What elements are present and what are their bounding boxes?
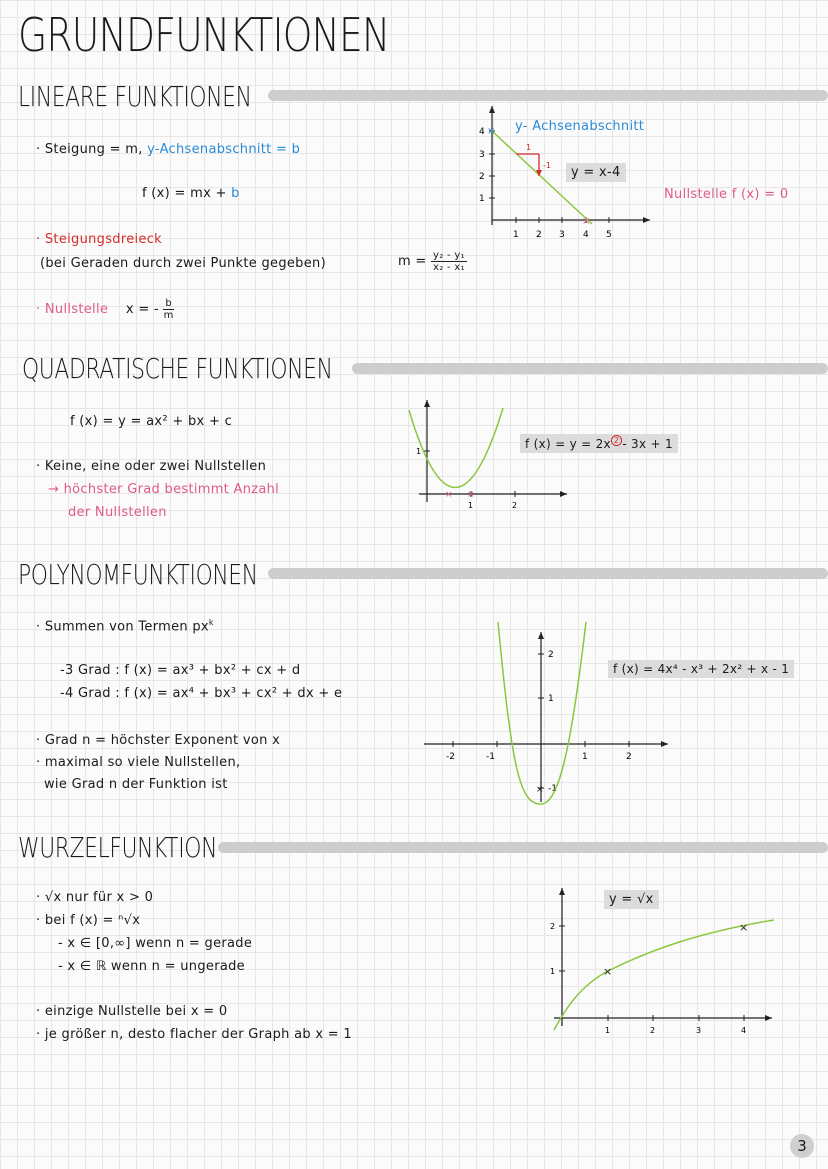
root-line2-text: bei f (x) = ⁿ√x xyxy=(44,913,141,928)
heading-root: WURZELFUNKTION xyxy=(18,831,218,864)
poly-note1: · Grad n = höchster Exponent von x xyxy=(36,733,281,748)
quad-note2: → höchster Grad bestimmt Anzahl xyxy=(48,482,280,497)
linear-formula-text: f (x) = mx + xyxy=(142,186,227,201)
intercept-label: y-Achsenabschnitt = b xyxy=(147,142,301,157)
page-title: GRUNDFUNKTIONEN xyxy=(18,8,390,62)
svg-text:×: × xyxy=(467,490,475,500)
poly-ytick-1: 1 xyxy=(548,694,554,704)
quad-note1: · Keine, eine oder zwei Nullstellen xyxy=(36,459,267,474)
svg-text:×: × xyxy=(536,785,544,795)
lin-xtick-1: 1 xyxy=(513,230,519,240)
poly-degree4: -4 Grad : f (x) = ax⁴ + bx³ + cx² + dx + e xyxy=(60,686,343,701)
root-equation: y = √x xyxy=(604,890,659,909)
root-note2-text: je größer n, desto flacher der Graph ab x = 1 xyxy=(44,1027,352,1042)
root-note1-text: einzige Nullstelle bei x = 0 xyxy=(44,1004,228,1019)
quadratic-graph xyxy=(405,398,575,516)
root-xtick-3: 3 xyxy=(696,1026,702,1035)
poly-xtick-1: 1 xyxy=(582,752,588,762)
root-line4: - x ∈ ℝ wenn n = ungerade xyxy=(58,959,245,974)
linear-formula xyxy=(142,186,240,201)
quad-eq-post: - 3x + 1 xyxy=(622,437,673,451)
zero-line: · Nullstelle x = - $\frac{b}{m}$ xyxy=(36,298,174,321)
zero-numerator: b xyxy=(165,298,173,309)
svg-text:×: × xyxy=(603,965,613,978)
poly-note2-text: maximal so viele Nullstellen, xyxy=(44,755,241,770)
triangle-label: · Steigungsdreieck xyxy=(36,232,162,247)
heading-bar xyxy=(352,363,828,374)
root-curve xyxy=(554,920,774,1030)
quad-xtick-1: 1 xyxy=(468,501,474,510)
lin-xtick-3: 3 xyxy=(559,230,565,240)
root-ytick-1: 1 xyxy=(550,967,556,976)
m-denominator: x₂ - x₁ xyxy=(433,262,465,273)
zero-formula: x = - xyxy=(125,302,159,317)
m-label: m = xyxy=(398,254,427,269)
linear-equation: y = x-4 xyxy=(566,163,626,182)
lin-xtick-2: 2 xyxy=(536,230,542,240)
root-ytick-2: 2 xyxy=(550,922,556,931)
lin-ytick-4: 4 xyxy=(479,127,485,137)
heading-bar xyxy=(268,568,828,579)
poly-line1-text: Summen von Termen px xyxy=(44,619,209,635)
zero-label: Nullstelle xyxy=(44,302,109,317)
poly-degree3: -3 Grad : f (x) = ax³ + bx² + cx + d xyxy=(60,663,301,678)
poly-xtick-2: 2 xyxy=(626,752,632,762)
polynomial-curve xyxy=(498,622,586,804)
lin-ytick-3: 3 xyxy=(479,150,485,160)
lin-xtick-4: 4 xyxy=(583,230,589,240)
heading-quadratic: QUADRATISCHE FUNKTIONEN xyxy=(22,352,333,385)
m-numerator: y₂ - y₁ xyxy=(433,250,465,261)
poly-line1: · Summen von Termen $px^k$ xyxy=(36,618,214,635)
linear-formula-b: b xyxy=(231,186,240,201)
poly-xtick-m2: -2 xyxy=(446,752,455,762)
lin-ytick-2: 2 xyxy=(479,172,485,182)
quad-ytick-1: 1 xyxy=(416,447,422,456)
quadratic-equation xyxy=(520,434,678,453)
page-number: 3 xyxy=(790,1134,814,1158)
root-xtick-2: 2 xyxy=(650,1026,656,1035)
root-xtick-4: 4 xyxy=(741,1026,747,1035)
quad-eq-exp: 2 xyxy=(611,435,622,446)
poly-line1-exp: k xyxy=(208,618,214,627)
quadratic-formula: f (x) = y = ax² + bx + c xyxy=(70,414,233,429)
root-xtick-1: 1 xyxy=(605,1026,611,1035)
root-line1: · √x nur für x > 0 xyxy=(36,890,154,905)
root-line3: - x ∈ [0,∞] wenn n = gerade xyxy=(58,936,253,951)
svg-text:×: × xyxy=(487,126,496,137)
svg-text:×: × xyxy=(582,216,591,227)
tri-rise: -1 xyxy=(543,161,551,170)
triangle-desc: (bei Geraden durch zwei Punkte gegeben) xyxy=(40,256,326,271)
parabola xyxy=(409,408,503,488)
slope-label: Steigung = m, xyxy=(44,142,143,157)
poly-note1-text: Grad n = höchster Exponent von x xyxy=(44,733,281,748)
quad-xtick-2: 2 xyxy=(512,501,518,510)
svg-text:×: × xyxy=(445,490,453,500)
poly-note3: wie Grad n der Funktion ist xyxy=(44,777,228,792)
root-note1: · einzige Nullstelle bei x = 0 xyxy=(36,1004,228,1019)
quad-eq-pre: f (x) = y = 2x xyxy=(525,437,611,451)
quad-note3: der Nullstellen xyxy=(68,505,167,520)
slope-formula xyxy=(398,250,467,273)
svg-text:×: × xyxy=(739,921,749,934)
intercept-note: y- Achsenabschnitt xyxy=(515,119,645,134)
lin-xtick-5: 5 xyxy=(606,230,612,240)
polynomial-equation: f (x) = 4x⁴ - x³ + 2x² + x - 1 xyxy=(608,660,794,678)
triangle-label-text: Steigungsdreieck xyxy=(44,232,162,247)
heading-polynomial: POLYNOMFUNKTIONEN xyxy=(18,558,258,591)
heading-bar xyxy=(218,842,828,853)
polynomial-graph xyxy=(420,620,675,810)
root-line2: · bei f (x) = ⁿ√x xyxy=(36,913,141,928)
zero-note: Nullstelle f (x) = 0 xyxy=(664,187,789,202)
poly-ytick-2: 2 xyxy=(548,650,554,660)
root-graph xyxy=(540,880,780,1040)
root-line1-text: √x nur für x > 0 xyxy=(44,890,154,905)
poly-ytick-m1: -1 xyxy=(548,784,557,794)
quad-note1-text: Keine, eine oder zwei Nullstellen xyxy=(44,459,267,474)
zero-denominator: m xyxy=(163,310,174,321)
tri-run: 1 xyxy=(526,143,532,152)
slope-line: · Steigung = m, y-Achsenabschnitt = b xyxy=(36,142,301,157)
poly-note2: · maximal so viele Nullstellen, xyxy=(36,755,241,770)
lin-ytick-1: 1 xyxy=(479,194,485,204)
root-note2: · je größer n, desto flacher der Graph ab x = 1 xyxy=(36,1027,352,1042)
heading-linear: LINEARE FUNKTIONEN xyxy=(18,80,252,113)
poly-xtick-m1: -1 xyxy=(486,752,495,762)
